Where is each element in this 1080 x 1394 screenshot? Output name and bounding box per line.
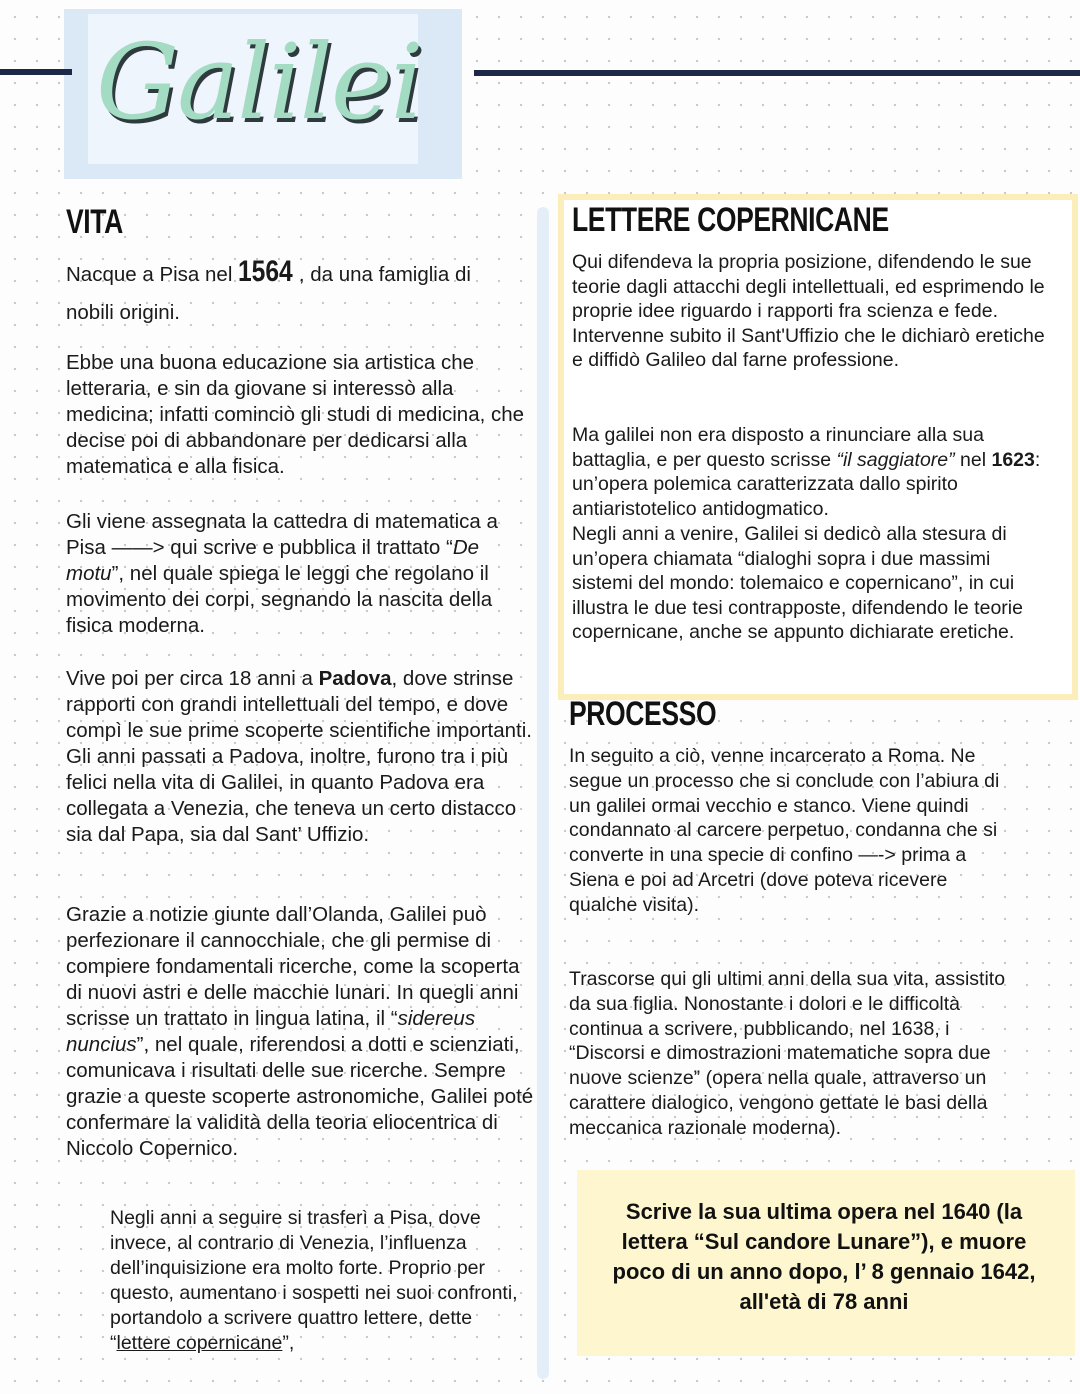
vita-p1-pre: Nacque a Pisa nel [66,263,239,286]
lettere-heading: LETTERE COPERNICANE [572,201,889,239]
vita-p1-line2: nobili origini. [66,301,180,324]
lettere-p2-italic: “il saggiatore” [836,448,955,471]
vita-birth-year: 1564 [238,255,293,288]
vita-paragraph-6 [110,1206,522,1356]
title-rule-left [0,69,72,75]
lettere-p2-year: 1623 [991,448,1035,471]
vita-p3-italic: De motu [66,536,480,585]
vita-p4-pre: Vive poi per circa 18 anni a [66,667,319,690]
vita-p6-post: ”, [282,1332,295,1354]
vita-p4-bold: Padova [318,667,392,690]
lettere-paragraph-3: Negli anni a venire, Galilei si dedicò alla stesura di un’opera chiamata “dialoghi sopra i due massimi sistemi del mondo: tolemaico e copernicano”, in cui illustra le due tesi contrapposte, difendendo le teorie copernicane, anche se appunto dichiarate eretiche. [572,523,1023,644]
final-note-text: Scrive la sua ultima opera nel 1640 (la lettera “Sul candore Lunare”), e muore poco di un anno dopo, l’ 8 gennaio 1642, all'età di 78 anni [612,1199,1036,1314]
vita-paragraph-5 [66,902,536,1162]
vita-heading: VITA [66,203,123,241]
column-divider [537,207,549,1379]
page-title: Galilei [96,21,422,143]
vita-p5-post: ”, nel quale, riferendosi a dotti e scienziati, comunicava i risultati delle sue ricerche. Sempre grazie a queste scoperte astronomiche, Galilei poté confermare la validità della teoria eliocentrica di Niccolo Copernico. [66,1033,534,1160]
vita-p4-post: , dove strinse rapporti con grandi intellettuali del tempo, e dove compì le sue prime scoperte scientifiche importanti. Gli anni passati a Padova, inoltre, furono tra i più felici nella vita di Galilei, in quanto Padova era collegata a Venezia, che teneva un certo distacco sia dal Papa, sia dal Sant’ Uffizio. [66,667,533,846]
vita-p3-pre: Gli viene assegnata la cattedra di matematica a Pisa ——> qui scrive e pubblica il trattato “ [66,510,498,559]
vita-paragraph-2: Ebbe una buona educazione sia artistica che letteraria, e sin da giovane si interessò alla medicina; infatti cominciò gli studi di medicina, che decise poi di abbandonare per dedicarsi alla matematica e alla fisica. [66,351,525,478]
title-rule-right [474,70,1080,76]
vita-p6-underline: lettere copernicane [116,1332,283,1354]
lettere-p2-post: : un’opera polemica caratterizzata dallo spirito antiaristotelico antidogmatico. [572,448,1041,520]
processo-paragraph-2: Trascorse qui gli ultimi anni della sua vita, assistito da sua figlia. Nonostante i dolori e le difficoltà continua a scrivere, pubblicando, nel 1638, i “Discorsi e dimostrazioni matematiche sopra due nuove scienze” (opera nella quale, attraverso un carattere dialogico, vengono gettate le basi della meccanica razionale moderna). [569,968,1006,1139]
vita-paragraph-4 [66,666,536,848]
vita-p6-pre: Negli anni a seguire si trasferì a Pisa, dove invece, al contrario di Venezia, l’influenza dell’inquisizione era molto forte. Proprio per questo, aumentano i sospetti nei suoi confronti, portandolo a scrivere quattro lettere, dette “ [110,1207,518,1354]
processo-paragraph-1: In seguito a ciò, venne incarcerato a Roma. Ne segue un processo che si conclude con l’abiura di un galilei ormai vecchio e stanco. Viene quindi condannato al carcere perpetuo, condanna che si converte in una specie di confino —-> prima a Siena e poi ad Arcetri (dove poteva ricevere qualche visita). [569,745,1000,916]
vita-p5-italic: sidereus nuncius [66,1007,476,1056]
vita-paragraph-1 [66,253,536,332]
vita-p3-post: ”, nel quale spiega le leggi che regolano il movimento dei corpi, segnando la nascita della fisica moderna. [66,562,493,637]
vita-p5-pre: Grazie a notizie giunte dall’Olanda, Galilei può perfezionare il cannocchiale, che gli permise di compiere fondamentali ricerche, come la scoperta di nuovi astri e delle macchie lunari. In quegli anni scrisse un trattato in lingua latina, il “ [66,903,520,1030]
lettere-paragraph-2 [572,423,1050,521]
lettere-p2-mid: nel [954,448,992,471]
vita-paragraph-3 [66,509,536,639]
processo-heading: PROCESSO [569,695,717,733]
lettere-paragraph-1: Qui difendeva la propria posizione, difendendo le sue teorie dagli attacchi degli intellettuali, ed esprimendo le proprie idee riguardo i rapporti fra scienza e fede. Intervenne subito il Sant'Uffizio che le dichiarò eretiche e diffidò Galileo dal farne professione. [572,251,1045,372]
lettere-p2-pre: Ma galilei non era disposto a rinunciare alla sua battaglia, e per questo scrisse [572,424,984,471]
vita-p1-post: , da una famiglia di [298,263,471,286]
